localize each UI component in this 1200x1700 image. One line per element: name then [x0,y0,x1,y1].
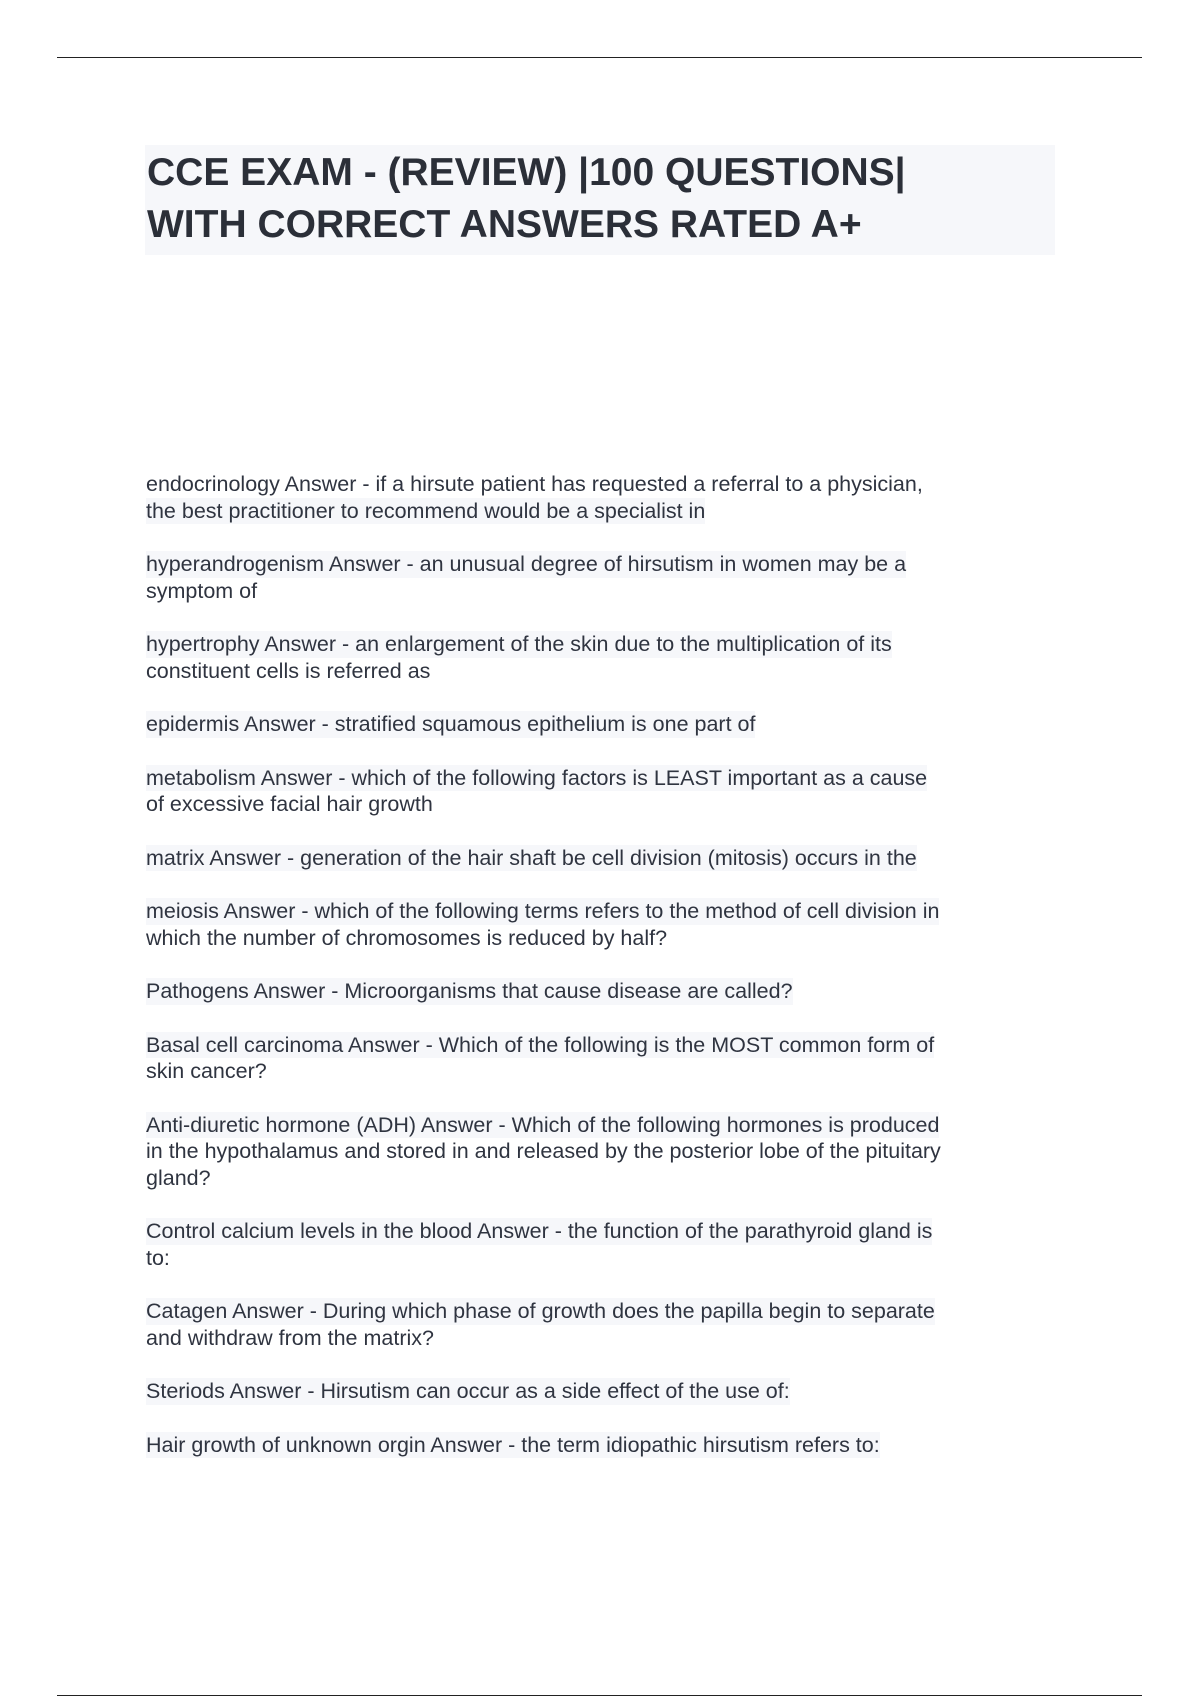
qa-line: constituent cells is referred as [146,658,431,683]
qa-line: the best practitioner to recommend would be a specialist in [146,498,706,523]
document-title [145,145,1055,255]
qa-item [146,1032,1046,1085]
qa-line: hypertrophy Answer - an enlargement of the skin due to the multiplication of its [146,632,892,656]
qa-line: which the number of chromosomes is reduced by half? [146,925,668,950]
qa-line: Catagen Answer - During which phase of growth does the papilla begin to separate [146,1299,935,1323]
qa-line: to: [146,1245,170,1270]
qa-line: meiosis Answer - which of the following terms refers to the method of cell division in [146,899,940,923]
qa-line: endocrinology Answer - if a hirsute patient has requested a referral to a physician, [146,472,923,496]
qa-item [146,711,1046,738]
qa-line: and withdraw from the matrix? [146,1325,434,1350]
qa-line: skin cancer? [146,1059,267,1083]
qa-line: Anti-diuretic hormone (ADH) Answer - Which of the following hormones is produced [146,1112,940,1137]
qa-line: hyperandrogenism Answer - an unusual degree of hirsutism in women may be a [146,552,907,576]
qa-item [146,1378,1046,1405]
qa-line: of excessive facial hair growth [146,792,433,816]
qa-item [146,978,1046,1005]
qa-line: symptom of [146,578,258,603]
qa-item [146,631,1046,684]
qa-item [146,898,1046,951]
qa-line: epidermis Answer - stratified squamous epithelium is one part of [146,712,756,736]
qa-item [146,1218,1046,1271]
qa-item [146,471,1046,524]
title-line-2: WITH CORRECT ANSWERS RATED A+ [147,203,862,246]
qa-line: Control calcium levels in the blood Answer - the function of the parathyroid gland is [146,1219,933,1243]
bottom-divider [57,1695,1142,1696]
qa-item [146,1298,1046,1351]
top-divider [57,57,1142,58]
qa-line: Steriods Answer - Hirsutism can occur as a side effect of the use of: [146,1379,790,1403]
qa-item [146,1112,1046,1192]
qa-line: matrix Answer - generation of the hair shaft be cell division (mitosis) occurs in the [146,845,917,870]
qa-item [146,551,1046,604]
qa-line: gland? [146,1165,211,1190]
qa-item [146,845,1046,872]
qa-item [146,1432,1046,1459]
qa-line: in the hypothalamus and stored in and released by the posterior lobe of the pituitary [146,1139,941,1163]
qa-list [146,471,1046,1485]
qa-line: metabolism Answer - which of the following factors is LEAST important as a cause [146,765,928,790]
qa-line: Hair growth of unknown orgin Answer - the term idiopathic hirsutism refers to: [146,1432,880,1457]
title-line-1: CCE EXAM - (REVIEW) |100 QUESTIONS| [147,151,906,194]
qa-item [146,765,1046,818]
qa-line: Pathogens Answer - Microorganisms that cause disease are called? [146,979,793,1003]
qa-line: Basal cell carcinoma Answer - Which of the following is the MOST common form of [146,1032,935,1057]
